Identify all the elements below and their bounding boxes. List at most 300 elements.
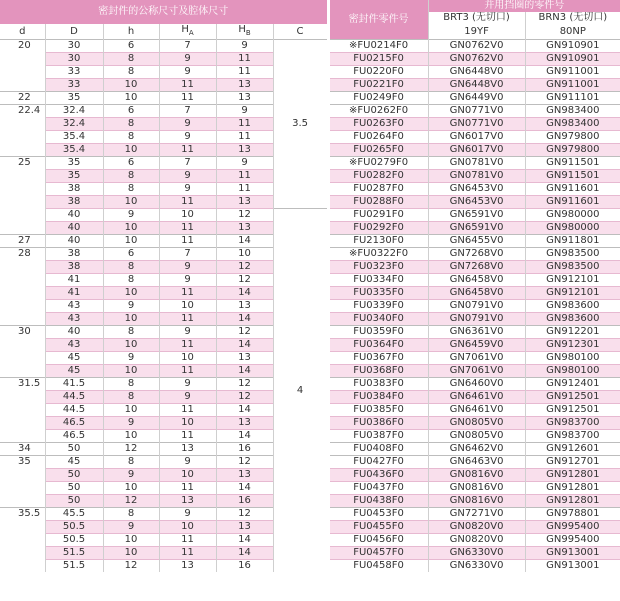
cell-brn3: GN983700 [525,430,620,443]
cell-HB: 14 [216,430,273,443]
cell-part-number: ※FU0279F0 [328,157,428,170]
cell-h: 8 [103,508,159,521]
cell-HB: 13 [216,79,273,92]
cell-D: 40 [45,235,103,248]
cell-D: 35 [45,92,103,105]
cell-d: 35.5 [0,508,45,573]
cell-brt3: GN6458V0 [428,274,525,287]
cell-HB: 14 [216,547,273,560]
cell-brn3: GN980100 [525,352,620,365]
cell-D: 50 [45,443,103,456]
cell-brn3: GN912501 [525,391,620,404]
cell-HA: 9 [159,326,216,339]
cell-brt3: GN6591V0 [428,222,525,235]
cell-HB: 14 [216,482,273,495]
cell-h: 8 [103,53,159,66]
cell-D: 41.5 [45,378,103,391]
cell-HA: 11 [159,287,216,300]
cell-HB: 12 [216,391,273,404]
table-row [0,40,620,53]
cell-brt3: GN0791V0 [428,313,525,326]
cell-D: 45 [45,352,103,365]
cell-D: 50 [45,495,103,508]
cell-brn3: GN912401 [525,378,620,391]
cell-HA: 9 [159,131,216,144]
cell-HA: 10 [159,209,216,222]
cell-brn3: GN912101 [525,287,620,300]
cell-part-number: FU0364F0 [328,339,428,352]
header-nominal-cavity-size: 密封件的公称尺寸及腔体尺寸 [0,0,328,24]
cell-brn3: GN911501 [525,170,620,183]
cell-h: 10 [103,482,159,495]
cell-D: 44.5 [45,404,103,417]
cell-brn3: GN978801 [525,508,620,521]
cell-brn3: GN983600 [525,300,620,313]
cell-part-number: FU0339F0 [328,300,428,313]
cell-D: 45 [45,456,103,469]
cell-brt3: GN6459V0 [428,339,525,352]
header-code-80np: 80NP [525,24,620,40]
cell-brn3: GN983700 [525,417,620,430]
cell-brn3: GN911501 [525,157,620,170]
cell-part-number: FU0384F0 [328,391,428,404]
cell-HA: 10 [159,352,216,365]
cell-part-number: FU0387F0 [328,430,428,443]
cell-part-number: FU0265F0 [328,144,428,157]
cell-brt3: GN0820V0 [428,521,525,534]
table-body [0,40,620,573]
cell-HA: 7 [159,248,216,261]
cell-brt3: GN6455V0 [428,235,525,248]
cell-D: 30 [45,53,103,66]
cell-part-number: FU2130F0 [328,235,428,248]
cell-HB: 11 [216,183,273,196]
cell-h: 8 [103,456,159,469]
cell-HA: 9 [159,508,216,521]
cell-brt3: GN6461V0 [428,404,525,417]
cell-HA: 11 [159,534,216,547]
cell-brn3: GN979800 [525,131,620,144]
cell-D: 33 [45,66,103,79]
cell-part-number: FU0456F0 [328,534,428,547]
cell-brt3: GN6463V0 [428,456,525,469]
cell-part-number: FU0335F0 [328,287,428,300]
cell-brt3: GN6448V0 [428,79,525,92]
cell-HB: 16 [216,495,273,508]
cell-d: 22 [0,92,45,105]
cell-D: 50.5 [45,534,103,547]
cell-D: 35.4 [45,131,103,144]
cell-brn3: GN913001 [525,547,620,560]
cell-HA: 9 [159,118,216,131]
cell-HB: 11 [216,118,273,131]
cell-HA: 10 [159,417,216,430]
cell-brn3: GN911101 [525,92,620,105]
cell-brt3: GN6017V0 [428,131,525,144]
cell-HB: 13 [216,92,273,105]
cell-brt3: GN0762V0 [428,40,525,53]
cell-HA: 9 [159,170,216,183]
cell-h: 12 [103,443,159,456]
cell-D: 33 [45,79,103,92]
cell-HA: 10 [159,300,216,313]
cell-HB: 9 [216,157,273,170]
cell-h: 10 [103,196,159,209]
header-row-3 [0,24,620,40]
cell-HA: 9 [159,274,216,287]
cell-HB: 12 [216,274,273,287]
header-col-d: d [0,24,45,40]
cell-brn3: GN983500 [525,261,620,274]
cell-h: 10 [103,404,159,417]
cell-part-number: FU0291F0 [328,209,428,222]
cell-part-number: FU0383F0 [328,378,428,391]
cell-HB: 11 [216,131,273,144]
cell-HA: 7 [159,157,216,170]
cell-D: 40 [45,209,103,222]
cell-part-number: FU0438F0 [328,495,428,508]
cell-d: 27 [0,235,45,248]
cell-HB: 11 [216,53,273,66]
cell-brt3: GN0816V0 [428,495,525,508]
cell-h: 10 [103,144,159,157]
cell-HA: 13 [159,495,216,508]
cell-D: 38 [45,261,103,274]
cell-D: 38 [45,248,103,261]
cell-brn3: GN995400 [525,534,620,547]
cell-part-number: FU0249F0 [328,92,428,105]
cell-HB: 16 [216,560,273,573]
cell-brn3: GN912801 [525,495,620,508]
header-code-19yf: 19YF [428,24,525,40]
cell-C: 4 [273,209,328,573]
cell-brn3: GN912701 [525,456,620,469]
cell-brt3: GN0805V0 [428,417,525,430]
cell-brn3: GN910901 [525,40,620,53]
cell-HB: 14 [216,404,273,417]
cell-D: 35.4 [45,144,103,157]
cell-brn3: GN980100 [525,365,620,378]
cell-brn3: GN912101 [525,274,620,287]
cell-brt3: GN6461V0 [428,391,525,404]
cell-D: 41 [45,274,103,287]
cell-part-number: ※FU0322F0 [328,248,428,261]
cell-D: 41 [45,287,103,300]
cell-part-number: FU0386F0 [328,417,428,430]
cell-HA: 13 [159,560,216,573]
cell-HA: 13 [159,443,216,456]
cell-brt3: GN0805V0 [428,430,525,443]
cell-D: 46.5 [45,417,103,430]
cell-D: 45.5 [45,508,103,521]
cell-h: 9 [103,352,159,365]
cell-h: 10 [103,92,159,105]
cell-brn3: GN911801 [525,235,620,248]
header-seal-part-number: 密封件零件号 [328,0,428,40]
cell-HB: 12 [216,209,273,222]
cell-brn3: GN911001 [525,79,620,92]
cell-HA: 11 [159,313,216,326]
cell-h: 10 [103,547,159,560]
cell-brn3: GN910901 [525,53,620,66]
cell-part-number: FU0408F0 [328,443,428,456]
cell-h: 10 [103,79,159,92]
cell-HA: 9 [159,261,216,274]
table-row [0,209,620,222]
cell-h: 10 [103,534,159,547]
cell-brt3: GN6448V0 [428,66,525,79]
cell-brn3: GN912301 [525,339,620,352]
cell-part-number: FU0453F0 [328,508,428,521]
cell-brn3: GN980000 [525,222,620,235]
cell-brt3: GN6462V0 [428,443,525,456]
cell-part-number: FU0287F0 [328,183,428,196]
header-brt3: BRT3 (无切口) [428,12,525,24]
cell-h: 6 [103,157,159,170]
cell-HA: 9 [159,391,216,404]
cell-D: 35 [45,170,103,183]
cell-HA: 11 [159,547,216,560]
cell-D: 43 [45,339,103,352]
cell-HB: 12 [216,326,273,339]
cell-brt3: GN6460V0 [428,378,525,391]
cell-brt3: GN0820V0 [428,534,525,547]
cell-HA: 9 [159,66,216,79]
cell-h: 10 [103,287,159,300]
cell-part-number: FU0221F0 [328,79,428,92]
cell-HB: 14 [216,287,273,300]
cell-HA: 10 [159,469,216,482]
cell-HB: 12 [216,261,273,274]
cell-part-number: FU0215F0 [328,53,428,66]
header-col-C: C [273,24,328,40]
cell-HB: 13 [216,521,273,534]
cell-HB: 9 [216,40,273,53]
cell-h: 8 [103,326,159,339]
cell-D: 43 [45,300,103,313]
cell-brt3: GN0762V0 [428,53,525,66]
cell-part-number: FU0264F0 [328,131,428,144]
cell-h: 8 [103,274,159,287]
cell-brt3: GN7061V0 [428,352,525,365]
cell-part-number: FU0263F0 [328,118,428,131]
cell-D: 32.4 [45,118,103,131]
cell-brn3: GN913001 [525,560,620,573]
cell-D: 44.5 [45,391,103,404]
cell-D: 32.4 [45,105,103,118]
cell-h: 6 [103,248,159,261]
cell-h: 9 [103,300,159,313]
cell-brn3: GN912801 [525,482,620,495]
cell-brn3: GN995400 [525,521,620,534]
cell-HA: 10 [159,521,216,534]
cell-D: 51.5 [45,560,103,573]
cell-D: 45 [45,365,103,378]
cell-h: 8 [103,378,159,391]
cell-part-number: FU0368F0 [328,365,428,378]
cell-D: 50 [45,482,103,495]
cell-HB: 13 [216,300,273,313]
cell-D: 38 [45,196,103,209]
cell-brn3: GN911001 [525,66,620,79]
cell-d: 28 [0,248,45,326]
cell-part-number: ※FU0214F0 [328,40,428,53]
cell-D: 46.5 [45,430,103,443]
cell-h: 9 [103,469,159,482]
cell-brt3: GN7268V0 [428,261,525,274]
cell-brt3: GN6017V0 [428,144,525,157]
cell-part-number: FU0367F0 [328,352,428,365]
cell-part-number: FU0458F0 [328,560,428,573]
cell-d: 35 [0,456,45,508]
cell-HA: 11 [159,222,216,235]
cell-h: 10 [103,313,159,326]
cell-D: 43 [45,313,103,326]
cell-d: 30 [0,326,45,378]
cell-D: 38 [45,183,103,196]
cell-D: 50 [45,469,103,482]
cell-HB: 14 [216,365,273,378]
cell-brt3: GN0791V0 [428,300,525,313]
cell-brt3: GN7268V0 [428,248,525,261]
header-col-h: h [103,24,159,40]
cell-HB: 14 [216,339,273,352]
cell-h: 12 [103,495,159,508]
cell-brt3: GN6449V0 [428,92,525,105]
cell-HA: 11 [159,235,216,248]
header-col-HB: $H_B$ [216,24,273,40]
cell-part-number: FU0288F0 [328,196,428,209]
cell-brt3: GN6361V0 [428,326,525,339]
cell-brt3: GN6591V0 [428,209,525,222]
cell-brt3: GN0781V0 [428,170,525,183]
cell-h: 9 [103,209,159,222]
cell-part-number: FU0455F0 [328,521,428,534]
cell-brn3: GN983500 [525,248,620,261]
cell-HB: 16 [216,443,273,456]
cell-brn3: GN911601 [525,196,620,209]
cell-h: 10 [103,235,159,248]
cell-brt3: GN6458V0 [428,287,525,300]
cell-D: 30 [45,40,103,53]
cell-h: 10 [103,430,159,443]
cell-d: 20 [0,40,45,92]
cell-D: 40 [45,222,103,235]
cell-part-number: ※FU0262F0 [328,105,428,118]
cell-h: 9 [103,417,159,430]
cell-brn3: GN911601 [525,183,620,196]
cell-HB: 13 [216,222,273,235]
cell-brn3: GN983400 [525,105,620,118]
cell-HB: 14 [216,313,273,326]
cell-brt3: GN7061V0 [428,365,525,378]
cell-HB: 13 [216,144,273,157]
cell-brt3: GN0771V0 [428,105,525,118]
cell-d: 31.5 [0,378,45,443]
cell-h: 8 [103,183,159,196]
cell-h: 8 [103,131,159,144]
cell-part-number: FU0385F0 [328,404,428,417]
cell-HB: 12 [216,456,273,469]
cell-part-number: FU0340F0 [328,313,428,326]
cell-D: 40 [45,326,103,339]
cell-HA: 9 [159,183,216,196]
cell-h: 9 [103,521,159,534]
cell-HB: 10 [216,248,273,261]
cell-part-number: FU0220F0 [328,66,428,79]
cell-HA: 11 [159,79,216,92]
cell-brn3: GN912501 [525,404,620,417]
header-col-HA: $H_A$ [159,24,216,40]
cell-h: 10 [103,339,159,352]
cell-part-number: FU0457F0 [328,547,428,560]
cell-part-number: FU0292F0 [328,222,428,235]
header-brn3: BRN3 (无切口) [525,12,620,24]
cell-h: 6 [103,105,159,118]
cell-h: 8 [103,66,159,79]
cell-brn3: GN912201 [525,326,620,339]
cell-h: 12 [103,560,159,573]
cell-brt3: GN6453V0 [428,196,525,209]
cell-HA: 9 [159,53,216,66]
cell-HA: 11 [159,404,216,417]
cell-part-number: FU0427F0 [328,456,428,469]
cell-HB: 13 [216,196,273,209]
cell-d: 25 [0,157,45,235]
header-col-D: D [45,24,103,40]
cell-d: 22.4 [0,105,45,157]
cell-brt3: GN6453V0 [428,183,525,196]
cell-HB: 11 [216,66,273,79]
cell-HB: 13 [216,417,273,430]
cell-HA: 11 [159,482,216,495]
cell-brn3: GN983400 [525,118,620,131]
cell-HB: 14 [216,534,273,547]
cell-brt3: GN0816V0 [428,482,525,495]
cell-part-number: FU0436F0 [328,469,428,482]
cell-brt3: GN0816V0 [428,469,525,482]
cell-HB: 11 [216,170,273,183]
cell-HA: 11 [159,196,216,209]
cell-brt3: GN0771V0 [428,118,525,131]
cell-part-number: FU0334F0 [328,274,428,287]
cell-brn3: GN912601 [525,443,620,456]
cell-HB: 9 [216,105,273,118]
cell-D: 51.5 [45,547,103,560]
cell-part-number: FU0282F0 [328,170,428,183]
cell-brt3: GN7271V0 [428,508,525,521]
cell-h: 8 [103,118,159,131]
cell-brn3: GN912801 [525,469,620,482]
cell-h: 10 [103,222,159,235]
cell-HA: 11 [159,339,216,352]
cell-C: 3.5 [273,40,328,209]
cell-D: 50.5 [45,521,103,534]
cell-HA: 7 [159,40,216,53]
cell-part-number: FU0323F0 [328,261,428,274]
cell-part-number: FU0437F0 [328,482,428,495]
cell-HA: 11 [159,430,216,443]
cell-d: 34 [0,443,45,456]
cell-h: 8 [103,261,159,274]
cell-HB: 12 [216,378,273,391]
cell-HA: 11 [159,92,216,105]
header-row-1 [0,0,620,12]
cell-HA: 11 [159,365,216,378]
cell-brt3: GN0781V0 [428,157,525,170]
cell-brt3: GN6330V0 [428,547,525,560]
cell-brn3: GN979800 [525,144,620,157]
